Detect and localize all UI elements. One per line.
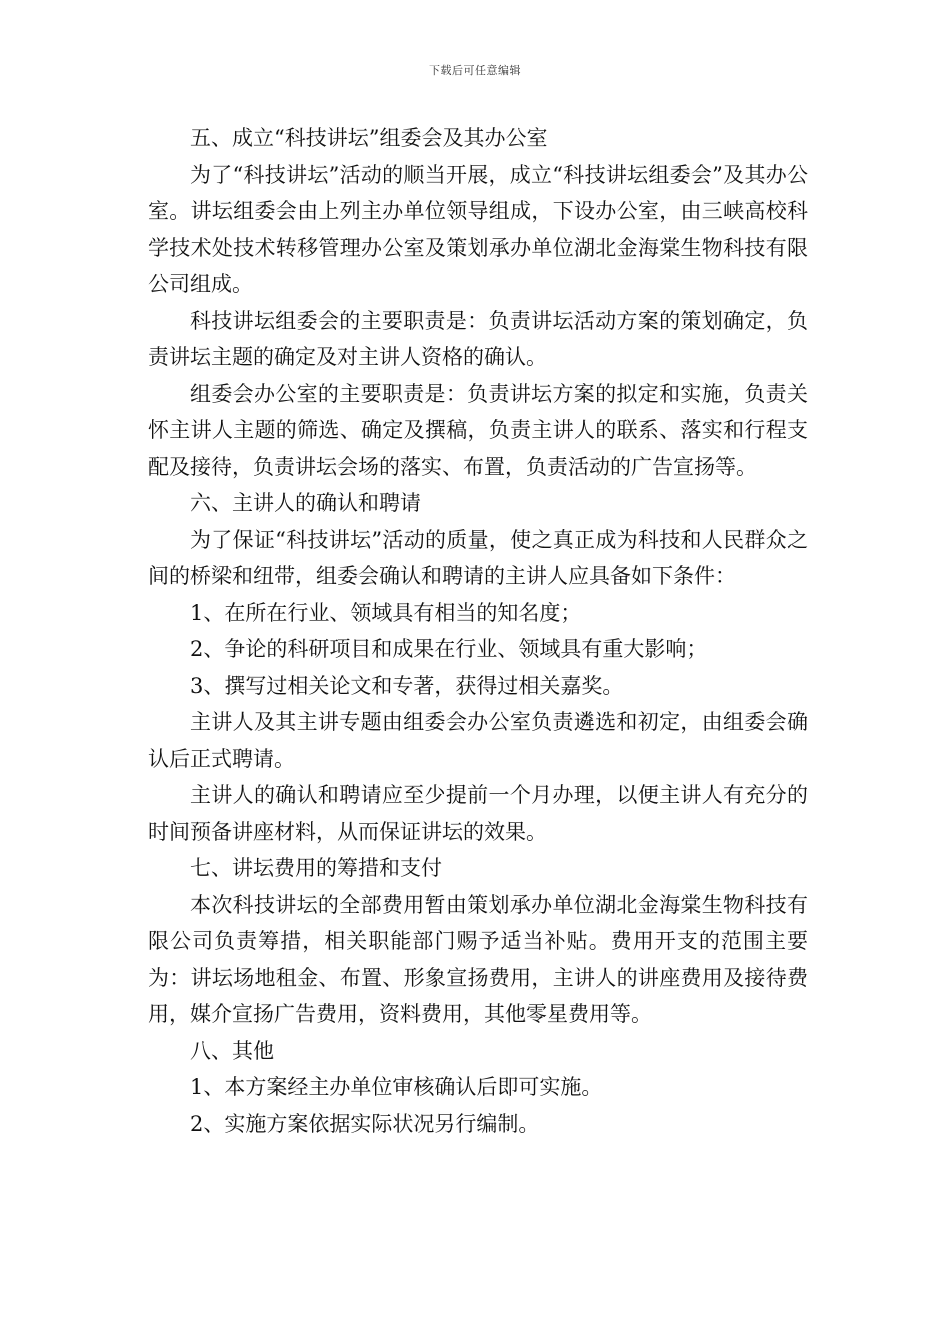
document-body [148,120,808,1142]
section-5-paragraph-3: 组委会办公室的主要职责是：负责讲坛方案的拟定和实施，负责关怀主讲人主题的筛选、确定及撰稿，负责主讲人的联系、落实和行程支配及接待，负责讲坛会场的落实、布置，负责活动的广告宣扬等。 [148,381,808,479]
section-5-paragraph-1: 为了“科技讲坛”活动的顺当开展，成立“科技讲坛组委会”及其办公室。讲坛组委会由上列主办单位领导组成，下设办公室，由三峡高校科学技术处技术转移管理办公室及策划承办单位湖北金海棠生物科技有限公司组成。 [148,162,808,296]
section-8-heading: 八、其他 [190,1038,274,1063]
section-6-paragraph-3: 主讲人的确认和聘请应至少提前一个月办理，以便主讲人有充分的时间预备讲座材料，从而保证讲坛的效果。 [148,783,808,844]
section-8-list-item-2: 2、实施方案依据实际状况另行编制。 [190,1111,540,1136]
section-7-paragraph-1: 本次科技讲坛的全部费用暂由策划承办单位湖北金海棠生物科技有限公司负责筹措，相关职能部门赐予适当补贴。费用开支的范围主要为：讲坛场地租金、布置、形象宣扬费用，主讲人的讲座费用及接待费用，媒介宣扬广告费用，资料费用，其他零星费用等。 [148,892,808,1026]
section-5-heading: 五、成立“科技讲坛”组委会及其办公室 [190,126,548,150]
section-6-list-item-2: 2、争论的科研项目和成果在行业、领域具有重大影响； [190,637,708,661]
section-8-list-item-1: 1、本方案经主办单位审核确认后即可实施。 [190,1075,603,1099]
page-header: 下载后可任意编辑 [429,64,521,77]
section-6-paragraph-2: 主讲人及其主讲专题由组委会办公室负责遴选和初定，由组委会确认后正式聘请。 [148,710,808,771]
section-6-paragraph-1: 为了保证“科技讲坛”活动的质量，使之真正成为科技和人民群众之间的桥梁和纽带，组委会确认和聘请的主讲人应具备如下条件： [148,527,808,588]
section-5-paragraph-2: 科技讲坛组委会的主要职责是：负责讲坛活动方案的策划确定，负责讲坛主题的确定及对主讲人资格的确认。 [148,308,808,369]
section-6-list-item-3: 3、撰写过相关论文和专著，获得过相关嘉奖。 [190,673,624,698]
section-6-heading: 六、主讲人的确认和聘请 [190,491,421,515]
section-7-heading: 七、讲坛费用的筹措和支付 [190,856,442,880]
section-6-list-item-1: 1、在所在行业、领域具有相当的知名度； [190,600,582,625]
